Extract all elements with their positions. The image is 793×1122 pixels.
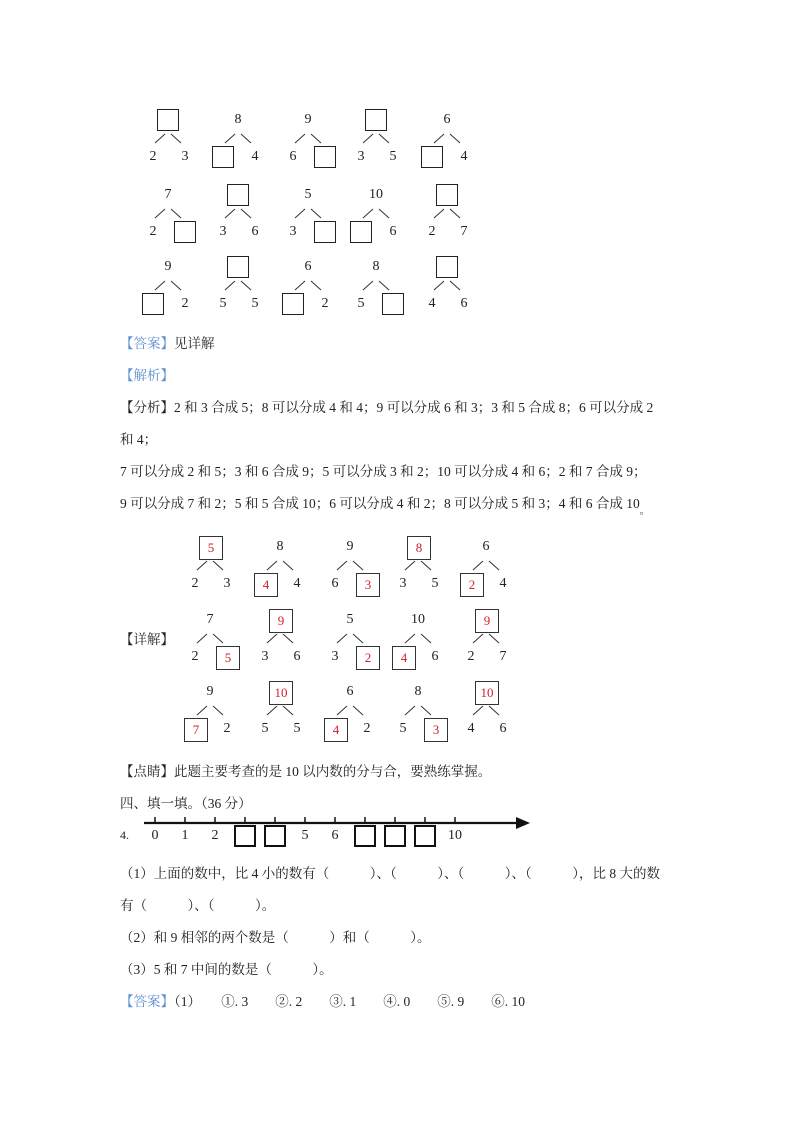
number-right: 4 — [293, 576, 301, 591]
number-bond-tree — [278, 108, 338, 170]
comment-tag: 【点睛】 — [120, 764, 174, 779]
number-bond-tree — [320, 535, 380, 597]
number-right: 4 — [460, 149, 468, 164]
number-bond-tree — [417, 183, 477, 245]
number-bond-tree — [250, 680, 310, 742]
number-right: 7 — [460, 224, 468, 239]
number-top: 8 — [234, 112, 242, 127]
number-right: 4 — [499, 576, 507, 591]
number-top: 9 — [206, 684, 214, 699]
number-line-blank-box[interactable] — [234, 825, 256, 847]
answer-box-right: 3 — [356, 573, 380, 597]
number-left: 3 — [357, 149, 365, 164]
number-bond-tree — [208, 183, 268, 245]
number-right: 6 — [431, 649, 439, 664]
number-right: 3 — [181, 149, 189, 164]
analysis-text-1: 2 和 3 合成 5；8 可以分成 4 和 4；9 可以分成 6 和 3；3 和 5 合成 8；6 可以分成 2 — [174, 400, 654, 415]
blank-box-top[interactable] — [157, 109, 179, 131]
q4-part3: （3）5 和 7 中间的数是（ ）。 — [120, 962, 333, 977]
number-right: 2 — [321, 296, 329, 311]
number-left: 5 — [357, 296, 365, 311]
answer-tag: 【答案】 — [120, 994, 174, 1009]
number-right: 6 — [460, 296, 468, 311]
number-left: 4 — [467, 721, 475, 736]
blank-box-right[interactable] — [174, 221, 196, 243]
number-bond-tree — [346, 183, 406, 245]
arrow-icon — [516, 817, 530, 829]
answer-box-left: 4 — [254, 573, 278, 597]
number-right: 2 — [363, 721, 371, 736]
number-top: 9 — [304, 112, 312, 127]
q4-part1-line1: （1）上面的数中，比 4 小的数有（ ）、（ ）、（ ）、（ ），比 8 大的数 — [120, 866, 660, 881]
blank-box-right[interactable] — [314, 221, 336, 243]
number-right: 6 — [389, 224, 397, 239]
answer-box-top: 9 — [475, 609, 499, 633]
analysis-line-4 — [120, 492, 650, 517]
blank-box-left[interactable] — [142, 293, 164, 315]
answer-tag: 【答案】 — [120, 336, 174, 351]
number-right: 5 — [251, 296, 259, 311]
number-line-label: 10 — [448, 828, 462, 843]
blank-box-top[interactable] — [365, 109, 387, 131]
number-line-blank-box[interactable] — [414, 825, 436, 847]
number-left: 6 — [289, 149, 297, 164]
number-top: 7 — [206, 612, 214, 627]
number-right: 2 — [181, 296, 189, 311]
number-bond-tree — [208, 255, 268, 317]
number-top: 9 — [164, 259, 172, 274]
answer-box-top: 10 — [269, 681, 293, 705]
number-top: 6 — [304, 259, 312, 274]
answer-box-top: 9 — [269, 609, 293, 633]
question-number: 4. — [120, 828, 129, 842]
number-right: 6 — [251, 224, 259, 239]
number-bond-tree — [320, 680, 380, 742]
analysis-tag: 【解析】 — [120, 368, 174, 383]
analysis-line-1 — [120, 396, 653, 416]
blank-box-top[interactable] — [227, 184, 249, 206]
blank-box-left[interactable] — [350, 221, 372, 243]
comment-text: 此题主要考查的是 10 以内数的分与合，要熟练掌握。 — [174, 764, 492, 779]
q4-part1-line2: 有（ ）、（ ）。 — [120, 898, 276, 913]
number-line-label: 5 — [301, 828, 309, 843]
blank-box-top[interactable] — [227, 256, 249, 278]
answer-box-left: 7 — [184, 718, 208, 742]
number-right: 5 — [431, 576, 439, 591]
q4-part2: （2）和 9 相邻的两个数是（ ）和（ ）。 — [120, 930, 431, 945]
number-bond-tree — [208, 108, 268, 170]
number-right: 7 — [499, 649, 507, 664]
answer-box-left: 4 — [324, 718, 348, 742]
number-left: 2 — [149, 149, 157, 164]
answer-text: 见详解 — [174, 336, 215, 351]
blank-box-right[interactable] — [314, 146, 336, 168]
number-bond-tree — [388, 535, 448, 597]
analysis-text-4: 9 可以分成 7 和 2；5 和 5 合成 10；6 可以分成 4 和 2；8 可以分成 5 和 3；4 和 6 合成 10 — [120, 496, 640, 511]
blank-box-top[interactable] — [436, 256, 458, 278]
number-bond-tree — [456, 680, 516, 742]
number-left: 2 — [191, 649, 199, 664]
answer-box-left: 4 — [392, 646, 416, 670]
number-top: 7 — [164, 187, 172, 202]
number-top: 10 — [411, 612, 425, 627]
number-line-label: 6 — [331, 828, 339, 843]
number-bond-tree — [278, 255, 338, 317]
number-left: 3 — [261, 649, 269, 664]
section-heading: 四、填一填。（36 分） — [120, 796, 252, 811]
number-bond-tree — [180, 680, 240, 742]
number-bond-tree — [388, 608, 448, 670]
number-bond-tree — [346, 108, 406, 170]
number-top: 6 — [482, 539, 490, 554]
answer-box-top: 5 — [199, 536, 223, 560]
number-right: 3 — [223, 576, 231, 591]
number-right: 2 — [223, 721, 231, 736]
number-top: 6 — [443, 112, 451, 127]
number-top: 5 — [346, 612, 354, 627]
number-top: 5 — [304, 187, 312, 202]
number-bond-tree — [417, 108, 477, 170]
number-top: 8 — [276, 539, 284, 554]
number-bond-tree — [250, 608, 310, 670]
number-left: 5 — [261, 721, 269, 736]
number-line-blank-box[interactable] — [354, 825, 376, 847]
number-bond-tree — [346, 255, 406, 317]
number-right: 5 — [389, 149, 397, 164]
number-line-blank-box[interactable] — [384, 825, 406, 847]
blank-box-left[interactable] — [212, 146, 234, 168]
number-bond-tree — [180, 535, 240, 597]
answer-box-top: 8 — [407, 536, 431, 560]
number-right: 6 — [293, 649, 301, 664]
number-left: 4 — [428, 296, 436, 311]
analysis-period: 。 — [639, 506, 650, 517]
blank-box-right[interactable] — [382, 293, 404, 315]
number-bond-tree — [456, 608, 516, 670]
analysis-label: 【分析】 — [120, 400, 174, 415]
number-bond-tree — [138, 183, 198, 245]
number-top: 8 — [372, 259, 380, 274]
number-bond-tree — [320, 608, 380, 670]
number-line-label: 1 — [181, 828, 189, 843]
number-left: 5 — [399, 721, 407, 736]
blank-box-left[interactable] — [421, 146, 443, 168]
number-top: 8 — [414, 684, 422, 699]
q4-answer-text: （1） ①. 3 ②. 2 ③. 1 ④. 0 ⑤. 9 ⑥. 10 — [174, 994, 525, 1009]
answer-box-top: 10 — [475, 681, 499, 705]
number-left: 2 — [191, 576, 199, 591]
number-top: 9 — [346, 539, 354, 554]
number-top: 6 — [346, 684, 354, 699]
answer-box-right: 5 — [216, 646, 240, 670]
number-line-label: 2 — [211, 828, 219, 843]
number-bond-tree — [250, 535, 310, 597]
number-bond-tree — [278, 183, 338, 245]
number-left: 3 — [289, 224, 297, 239]
comment-line — [120, 760, 491, 780]
number-top: 10 — [369, 187, 383, 202]
number-left: 3 — [219, 224, 227, 239]
number-left: 2 — [467, 649, 475, 664]
q4-answer-line — [120, 990, 525, 1010]
answer-box-left: 2 — [460, 573, 484, 597]
blank-box-top[interactable] — [436, 184, 458, 206]
number-bond-tree — [180, 608, 240, 670]
analysis-line-2: 和 4； — [120, 432, 158, 447]
number-bond-tree — [456, 535, 516, 597]
number-right: 5 — [293, 721, 301, 736]
number-left: 3 — [399, 576, 407, 591]
answer-box-right: 2 — [356, 646, 380, 670]
number-line-label: 0 — [151, 828, 159, 843]
number-bond-tree — [138, 108, 198, 170]
answer-box-right: 3 — [424, 718, 448, 742]
blank-box-left[interactable] — [282, 293, 304, 315]
number-left: 3 — [331, 649, 339, 664]
number-right: 6 — [499, 721, 507, 736]
analysis-line-3: 7 可以分成 2 和 5；3 和 6 合成 9；5 可以分成 3 和 2；10 可以分成 4 和 6；2 和 7 合成 9； — [120, 464, 647, 479]
number-left: 5 — [219, 296, 227, 311]
number-bond-tree — [417, 255, 477, 317]
number-right: 4 — [251, 149, 259, 164]
number-left: 2 — [149, 224, 157, 239]
number-left: 6 — [331, 576, 339, 591]
number-bond-tree — [388, 680, 448, 742]
answer-line — [120, 332, 215, 352]
number-line-blank-box[interactable] — [264, 825, 286, 847]
number-bond-tree — [138, 255, 198, 317]
detail-tag: 【详解】 — [120, 632, 174, 647]
number-left: 2 — [428, 224, 436, 239]
